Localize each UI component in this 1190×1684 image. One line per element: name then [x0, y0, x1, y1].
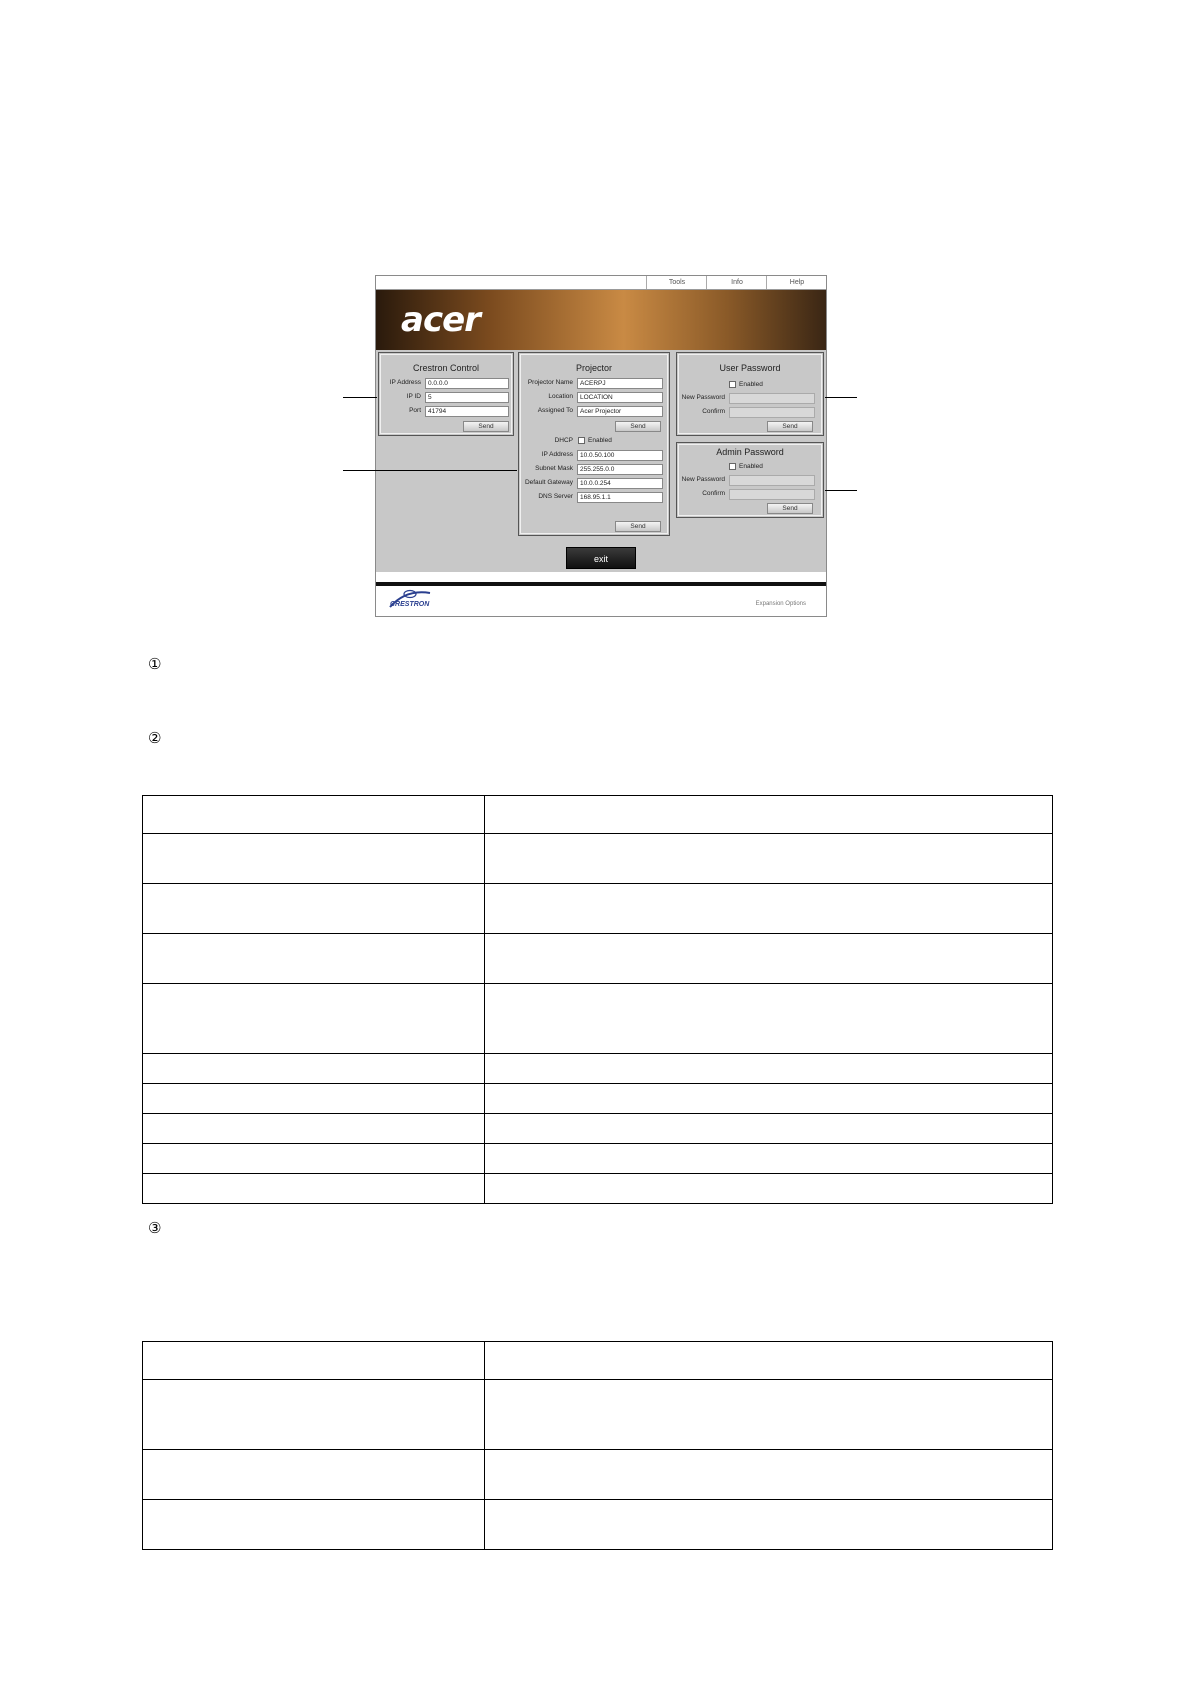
callout-line-admin-password [825, 490, 857, 491]
crestron-ip-address-input[interactable]: 0.0.0.0 [425, 378, 509, 389]
table-row [143, 884, 1053, 934]
menu-tools[interactable]: Tools [646, 276, 707, 289]
admin-new-password-label: New Password [681, 476, 725, 483]
projector-name-label: Projector Name [527, 379, 573, 386]
acer-logo: acer [401, 300, 480, 340]
dhcp-enabled-label: Enabled [588, 437, 612, 444]
table-row [143, 1054, 1053, 1084]
table-row [143, 1500, 1053, 1550]
acer-banner [376, 290, 826, 350]
user-password-enabled-label: Enabled [739, 381, 763, 388]
table-row [143, 796, 1053, 834]
projector-send-button[interactable]: Send [615, 421, 661, 432]
location-input[interactable]: LOCATION [577, 392, 663, 403]
default-gateway-input[interactable]: 10.0.0.254 [577, 478, 663, 489]
crestron-control-title: Crestron Control [412, 363, 480, 373]
crestron-logo-text: CRESTRON [390, 601, 430, 608]
admin-password-title: Admin Password [716, 447, 784, 457]
network-send-button[interactable]: Send [615, 521, 661, 532]
admin-confirm-label: Confirm [702, 490, 725, 497]
user-password-title: User Password [719, 363, 781, 373]
table-row [143, 1380, 1053, 1450]
subnet-mask-input[interactable]: 255.255.0.0 [577, 464, 663, 475]
table-row [143, 934, 1053, 984]
table-row [143, 1144, 1053, 1174]
crestron-ip-address-label: IP Address [389, 379, 421, 386]
crestron-ip-id-label: IP ID [406, 393, 421, 400]
marker-3: ③ [148, 1219, 162, 1237]
content-area [376, 350, 826, 572]
dhcp-enabled-checkbox[interactable] [578, 437, 585, 444]
password-settings-table [142, 1341, 1053, 1550]
callout-line-projector [343, 470, 517, 471]
crestron-port-input[interactable]: 41794 [425, 406, 509, 417]
crestron-ip-id-input[interactable]: 5 [425, 392, 509, 403]
user-password-panel [676, 352, 824, 436]
subnet-mask-label: Subnet Mask [535, 465, 573, 472]
crestron-webpage-screenshot [375, 275, 827, 617]
crestron-send-button[interactable]: Send [463, 421, 509, 432]
table-row [143, 834, 1053, 884]
dns-server-input[interactable]: 168.95.1.1 [577, 492, 663, 503]
user-new-password-label: New Password [681, 394, 725, 401]
dns-server-label: DNS Server [538, 493, 573, 500]
projector-name-input[interactable]: ACERPJ [577, 378, 663, 389]
default-gateway-label: Default Gateway [524, 479, 573, 486]
crestron-control-panel [378, 352, 514, 436]
table-row [143, 984, 1053, 1054]
admin-confirm-input[interactable] [729, 489, 815, 500]
admin-password-enabled-checkbox[interactable] [729, 463, 736, 470]
assigned-to-input[interactable]: Acer Projector [577, 406, 663, 417]
user-password-send-button[interactable]: Send [767, 421, 813, 432]
projector-title: Projector [575, 363, 612, 373]
admin-new-password-input[interactable] [729, 475, 815, 486]
expansion-options-link[interactable]: Expansion Options [755, 601, 806, 607]
admin-password-send-button[interactable]: Send [767, 503, 813, 514]
table-row [143, 1342, 1053, 1380]
table-row [143, 1114, 1053, 1144]
ip-address-label: IP Address [541, 451, 573, 458]
marker-2: ② [148, 729, 162, 747]
top-menu [376, 276, 826, 290]
crestron-port-label: Port [409, 407, 421, 414]
user-new-password-input[interactable] [729, 393, 815, 404]
table-row [143, 1174, 1053, 1204]
table-row [143, 1084, 1053, 1114]
callout-line-crestron [343, 397, 377, 398]
user-confirm-label: Confirm [702, 408, 725, 415]
admin-password-panel [676, 442, 824, 518]
projector-panel [518, 352, 670, 536]
dhcp-label: DHCP [554, 437, 573, 444]
user-password-enabled-checkbox[interactable] [729, 381, 736, 388]
footer-divider [376, 582, 826, 586]
callout-line-user-password [825, 397, 857, 398]
projector-settings-table [142, 795, 1053, 1204]
menu-help[interactable]: Help [766, 276, 827, 289]
table-row [143, 1450, 1053, 1500]
exit-button[interactable]: exit [566, 547, 636, 569]
user-confirm-input[interactable] [729, 407, 815, 418]
crestron-logo [386, 587, 446, 613]
assigned-to-label: Assigned To [537, 407, 573, 414]
admin-password-enabled-label: Enabled [739, 463, 763, 470]
ip-address-input[interactable]: 10.0.50.100 [577, 450, 663, 461]
marker-1: ① [148, 655, 162, 673]
menu-info[interactable]: Info [706, 276, 767, 289]
location-label: Location [548, 393, 573, 400]
